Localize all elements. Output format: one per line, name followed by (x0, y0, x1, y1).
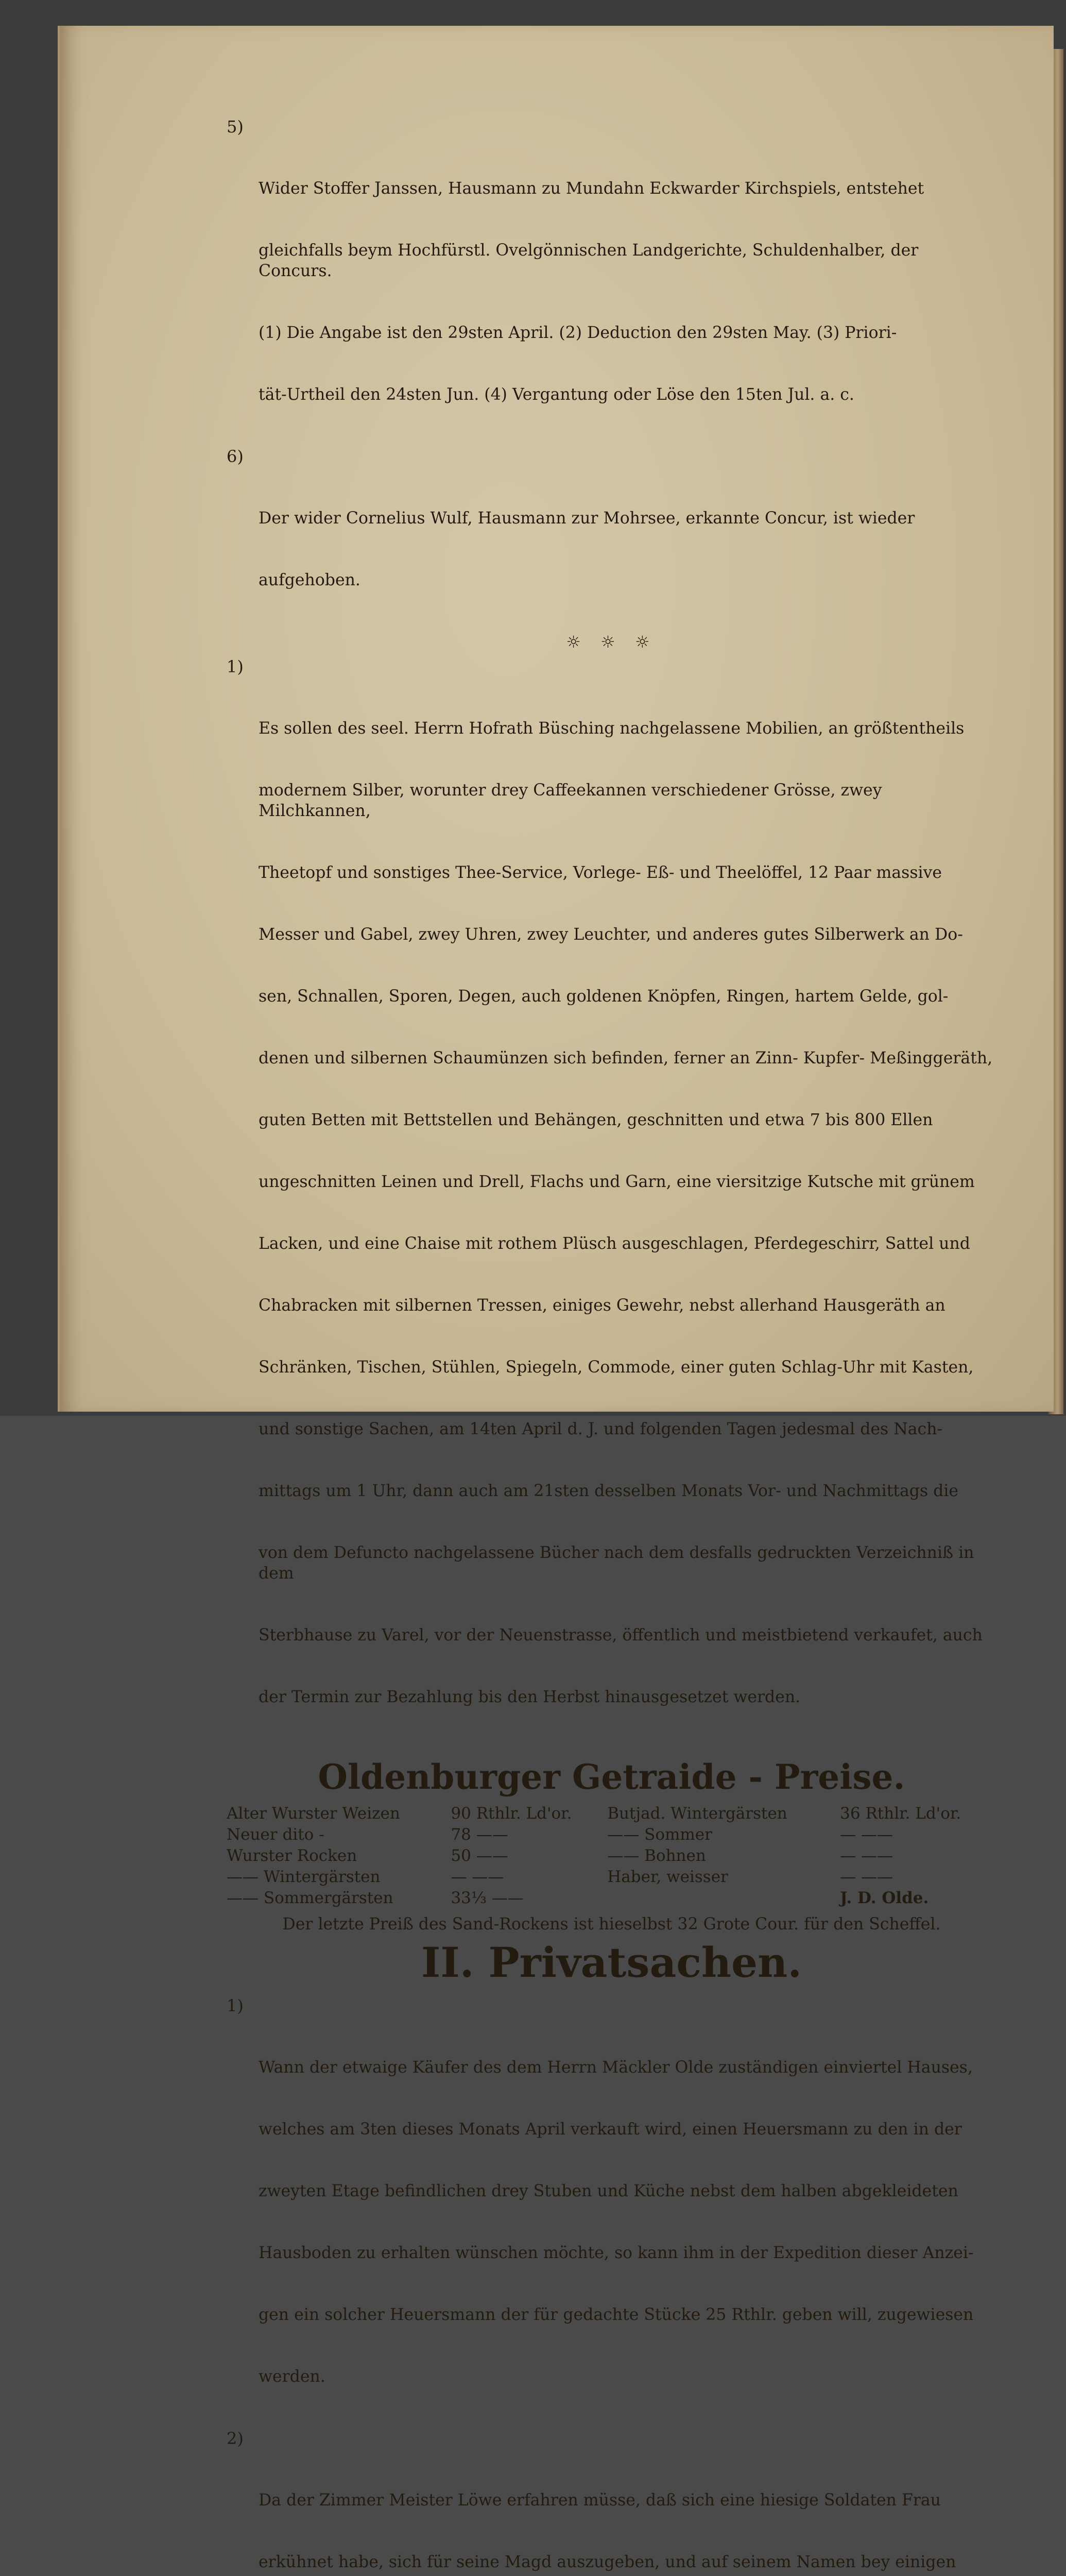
page-content (227, 116, 996, 2576)
text-line: modernem Silber, worunter drey Caffeekannen verschiedener Grösse, zwey Milchkannen, (259, 781, 887, 820)
text-line: Schränken, Tischen, Stühlen, Spiegeln, Commode, einer guten Schlag-Uhr mit Kasten, (259, 1358, 974, 1377)
notice-number: 1) (227, 657, 244, 676)
notices-top (227, 116, 996, 632)
text-line: Chabracken mit silbernen Tressen, einiges Gewehr, nebst allerhand Hausgeräth an (259, 1296, 945, 1315)
table-cell: — —— (451, 1868, 504, 1886)
table-row (227, 1845, 996, 1867)
text-line: Theetopf und sonstiges Thee-Service, Vorlege- Eß- und Theelöffel, 12 Paar massive (259, 863, 942, 882)
notice-5 (227, 116, 996, 446)
notice-number: 1) (227, 1996, 244, 2015)
text-line: Messer und Gabel, zwey Uhren, zwey Leuchter, und anderes gutes Silberwerk an Do- (259, 925, 963, 944)
table-cell: —— Wintergärsten (227, 1868, 381, 1886)
text-line: Der wider Cornelius Wulf, Hausmann zur Mohrsee, erkannte Concur, ist wieder (259, 509, 915, 528)
text-line: Wann der etwaige Käufer des dem Herrn Mäckler Olde zuständigen einviertel Hauses, (259, 2058, 973, 2077)
table-cell: — —— (840, 1846, 893, 1865)
text-line: denen und silbernen Schaumünzen sich befinden, ferner an Zinn- Kupfer- Meßinggeräth, (259, 1049, 993, 1067)
text-line: gen ein solcher Heuersmann der für gedachte Stücke 25 Rthlr. geben will, zugewiesen (259, 2306, 974, 2324)
text-line: ungeschnitten Leinen und Drell, Flachs und Garn, eine viersitzige Kutsche mit grünem (259, 1173, 975, 1191)
table-cell: Wurster Rocken (227, 1846, 357, 1865)
notice-number: 6) (227, 447, 244, 466)
grain-price-table (227, 1803, 996, 1909)
text-line: Lacken, und eine Chaise mit rothem Plüsch ausgeschlagen, Pferdegeschirr, Sattel und (259, 1234, 970, 1253)
table-cell: 33⅓ —— (451, 1889, 524, 1907)
text-line: aufgehoben. (259, 571, 360, 589)
table-cell: 50 —— (451, 1846, 508, 1865)
table-cell: —— Sommergärsten (227, 1889, 393, 1907)
private-notice-2 (227, 2428, 996, 2576)
text-line: (1) Die Angabe ist den 29sten April. (2) Deduction den 29sten May. (3) Priori- (259, 324, 897, 342)
signature: J. D. Olde. (840, 1889, 929, 1907)
table-cell: — —— (840, 1868, 893, 1886)
text-line: Wider Stoffer Janssen, Hausmann zu Mundahn Eckwarder Kirchspiels, entstehet (259, 179, 924, 198)
text-line: und sonstige Sachen, am 14ten April d. J. und folgenden Tagen jedesmal des Nach- (259, 1420, 943, 1438)
text-line: Sterbhause zu Varel, vor der Neuenstrasse, öffentlich und meistbietend verkaufet, auch (259, 1626, 983, 1645)
text-line: sen, Schnallen, Sporen, Degen, auch goldenen Knöpfen, Ringen, hartem Gelde, gol- (259, 987, 949, 1006)
table-cell: 36 Rthlr. Ld'or. (840, 1804, 961, 1823)
text-line: zweyten Etage befindlichen drey Stuben und Küche nebst dem halben abgekleideten (259, 2182, 958, 2200)
table-cell: —— Sommer (607, 1825, 712, 1844)
text-line: tät-Urtheil den 24sten Jun. (4) Vergantung oder Löse den 15ten Jul. a. c. (259, 385, 854, 404)
table-cell: Haber, weisser (607, 1868, 728, 1886)
text-line: Hausboden zu erhalten wünschen möchte, so kann ihm in der Expedition dieser Anzei- (259, 2244, 974, 2262)
table-row (227, 1888, 996, 1909)
text-line: werden. (259, 2367, 325, 2386)
text-line: der Termin zur Bezahlung bis den Herbst hinausgesetzet werden. (259, 1688, 801, 1706)
text-line: mittags um 1 Uhr, dann auch am 21sten desselben Monats Vor- und Nachmittags die (259, 1482, 959, 1500)
text-line: von dem Defuncto nachgelassene Bücher nach dem desfalls gedruckten Verzeichniß in dem (259, 1544, 979, 1583)
table-row (227, 1867, 996, 1888)
text-line: welches am 3ten dieses Monats April verkauft wird, einen Heuersmann zu den in der (259, 2120, 962, 2139)
text-line: guten Betten mit Bettstellen und Behängen, geschnitten und etwa 7 bis 800 Ellen (259, 1111, 933, 1129)
notice-number: 5) (227, 117, 244, 137)
table-cell: Alter Wurster Weizen (227, 1804, 400, 1823)
table-row (227, 1824, 996, 1845)
price-note: Der letzte Preiß des Sand-Rockens ist hieselbst 32 Grote Cour. für den Scheffel. (282, 1915, 941, 1934)
auction-notice (227, 656, 996, 1749)
table-cell: —— Bohnen (607, 1846, 706, 1865)
notice-6 (227, 446, 996, 632)
table-row (227, 1803, 996, 1824)
text-line: Da der Zimmer Meister Löwe erfahren müsse, daß sich eine hiesige Soldaten Frau (259, 2491, 941, 2510)
table-cell: 78 —— (451, 1825, 508, 1844)
text-line: gleichfalls beym Hochfürstl. Ovelgönnischen Landgerichte, Schuldenhalber, der Concurs. (259, 241, 924, 280)
private-section-title: II. Privatsachen. (421, 1938, 802, 1987)
table-cell: Neuer dito - (227, 1825, 324, 1844)
private-notice-1 (227, 1995, 996, 2428)
ornament-separator: ☼ ☼ ☼ (566, 632, 657, 652)
price-section-title: Oldenburger Getraide - Preise. (318, 1757, 905, 1797)
text-line: erkühnet habe, sich für seine Magd auszugeben, und auf seinem Namen bey einigen (259, 2553, 956, 2571)
text-line: Es sollen des seel. Herrn Hofrath Büsching nachgelassene Mobilien, an größtentheils (259, 719, 965, 738)
table-cell: — —— (840, 1825, 893, 1844)
table-cell: 90 Rthlr. Ld'or. (451, 1804, 572, 1823)
table-cell (607, 1888, 840, 1909)
notice-number: 2) (227, 2429, 244, 2448)
table-cell: Butjad. Wintergärsten (607, 1804, 787, 1823)
